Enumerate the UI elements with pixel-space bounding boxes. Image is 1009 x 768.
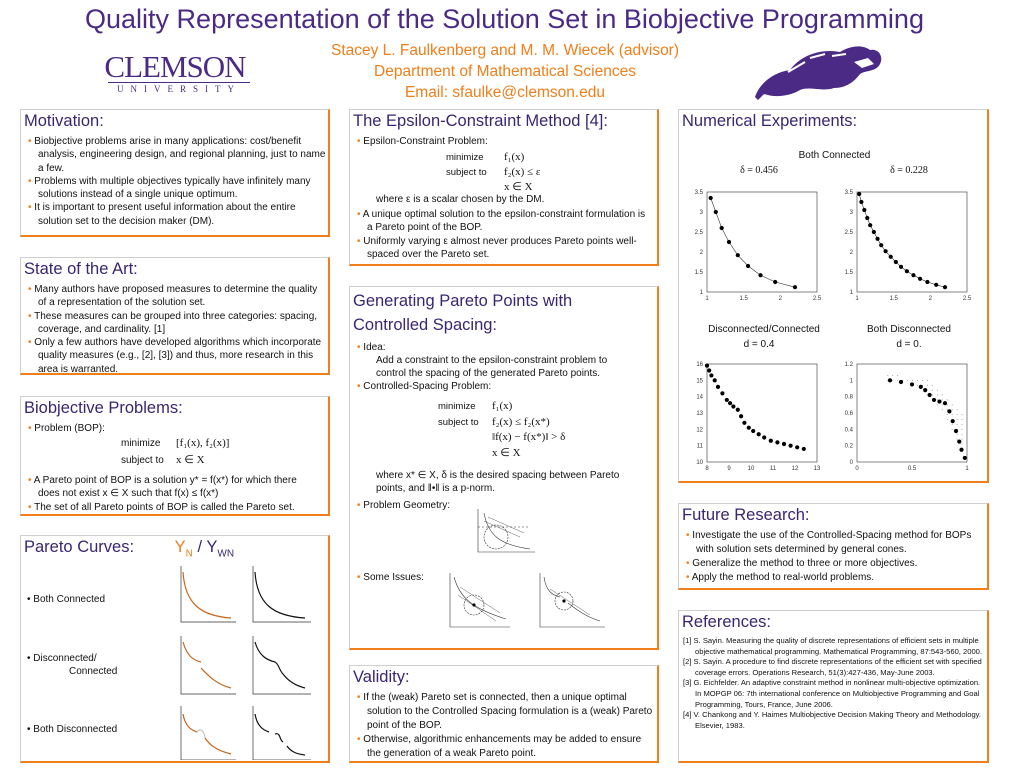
d-label: d = 0. bbox=[896, 339, 922, 350]
data-point bbox=[742, 421, 746, 425]
list-item: • Problem Geometry: bbox=[357, 500, 450, 511]
data-point bbox=[875, 237, 879, 241]
region-dot bbox=[892, 380, 893, 381]
pareto-curve-sketches bbox=[171, 564, 326, 760]
list-item: • Investigate the use of the Controlled-Spacing method for BOPs with solution sets determined by general cones. bbox=[686, 530, 972, 555]
x-tick-label: 2 bbox=[778, 296, 783, 302]
data-point bbox=[872, 230, 876, 234]
region-dot bbox=[947, 404, 948, 405]
future-heading: Future Research: bbox=[682, 506, 810, 524]
data-point bbox=[963, 456, 967, 460]
data-point bbox=[951, 419, 955, 423]
x-tick-label: 2.5 bbox=[962, 296, 972, 302]
data-point bbox=[919, 385, 923, 389]
experiments-panel bbox=[678, 109, 989, 483]
data-point bbox=[731, 404, 735, 408]
bop-heading: Biobjective Problems: bbox=[24, 399, 183, 417]
region-dot bbox=[952, 414, 953, 415]
data-point bbox=[932, 398, 936, 402]
delta-label: δ = 0.456 bbox=[740, 165, 778, 176]
data-point bbox=[739, 414, 743, 418]
region-dot bbox=[927, 385, 928, 386]
data-point bbox=[782, 442, 786, 446]
x-tick-label: 0.5 bbox=[907, 466, 917, 472]
y-tick-label: 0.6 bbox=[844, 411, 853, 417]
region-dot bbox=[942, 399, 943, 400]
data-point bbox=[947, 409, 951, 413]
data-point bbox=[751, 429, 755, 433]
epsilon-heading: The Epsilon-Constraint Method [4]: bbox=[353, 112, 608, 130]
data-point bbox=[725, 398, 729, 402]
curve-label: • Disconnected/ Connected bbox=[27, 653, 118, 677]
x-tick-label: 12 bbox=[791, 466, 799, 472]
epsilon-where: where ε is a scalar chosen by the DM. bbox=[376, 194, 545, 205]
data-point bbox=[923, 388, 927, 392]
yn-label: $Y_N$ bbox=[174, 538, 193, 560]
list-item: • A Pareto point of BOP is a solution y* = f(x*) for which there does not exist x ∈ X such that f(x) ≤ f(x*) bbox=[28, 475, 297, 500]
y-tick-label: 1 bbox=[849, 378, 853, 385]
y-tick-label: 3.5 bbox=[844, 190, 853, 196]
region-dot bbox=[937, 390, 938, 391]
x-tick-label: 1.5 bbox=[889, 296, 898, 302]
region-dot bbox=[917, 380, 918, 381]
experiments-charts bbox=[679, 110, 990, 484]
list-item: • These measures can be grouped into three categories: spacing, coverage, and cardinality. [1] bbox=[28, 310, 318, 335]
region-dot bbox=[932, 385, 933, 386]
list-item: • Controlled-Spacing Problem: bbox=[357, 381, 492, 393]
region-dot bbox=[942, 395, 943, 396]
data-point bbox=[937, 399, 941, 403]
data-point bbox=[709, 196, 713, 200]
department: Department of Mathematical Sciences bbox=[374, 63, 636, 80]
y-tick-label: 2 bbox=[849, 250, 853, 256]
controlled-spacing-panel bbox=[349, 286, 659, 650]
motivation-list bbox=[21, 135, 328, 228]
data-point bbox=[714, 210, 718, 214]
pareto-heading: Pareto Curves: $Y_N / Y_{WN}$ bbox=[24, 538, 235, 560]
region-dot bbox=[962, 429, 963, 430]
region-dot bbox=[952, 424, 953, 425]
list-item: • Otherwise, algorithmic enhancements may be added to ensure the generation of a weak Pareto point. bbox=[357, 734, 642, 759]
region-dot bbox=[937, 399, 938, 400]
region-dot bbox=[957, 439, 958, 440]
data-point bbox=[795, 445, 799, 449]
d-label: d = 0.4 bbox=[743, 339, 775, 350]
region-dot bbox=[962, 424, 963, 425]
y-tick-label: 1.5 bbox=[694, 270, 703, 276]
y-tick-label: 12 bbox=[696, 427, 703, 434]
data-point bbox=[707, 368, 711, 372]
clemson-logo bbox=[100, 49, 250, 94]
data-point bbox=[954, 429, 958, 433]
region-dot bbox=[947, 414, 948, 415]
region-dot bbox=[952, 429, 953, 430]
y-tick-label: 1 bbox=[849, 290, 853, 296]
region-dot bbox=[947, 409, 948, 410]
data-point bbox=[865, 216, 869, 220]
list-item: • Many authors have proposed measures to determine the quality of a representation of the solution set. bbox=[28, 284, 318, 309]
x-tick-label: 2.5 bbox=[812, 296, 822, 302]
data-point bbox=[720, 391, 724, 395]
region-dot bbox=[957, 424, 958, 425]
data-point bbox=[925, 280, 929, 284]
region-dot bbox=[887, 375, 888, 376]
y-tick-label: 10 bbox=[696, 460, 703, 466]
biobjective-panel bbox=[20, 396, 330, 516]
data-point bbox=[884, 249, 888, 253]
region-dot bbox=[927, 380, 928, 381]
region-dot bbox=[892, 375, 893, 376]
list-item: • Uniformly varying ε almost never produces Pareto points well-spaced over the Pareto set. bbox=[357, 235, 637, 260]
data-point bbox=[747, 426, 751, 430]
region-dot bbox=[957, 409, 958, 410]
x-tick-label: 1 bbox=[705, 296, 709, 302]
data-point bbox=[868, 223, 872, 227]
x-tick-label: 1 bbox=[965, 466, 969, 472]
y-tick-label: 0.8 bbox=[844, 394, 853, 401]
validity-heading: Validity: bbox=[353, 668, 410, 686]
list-item: • Epsilon-Constraint Problem: bbox=[357, 136, 488, 147]
data-point bbox=[943, 285, 947, 289]
future-panel bbox=[678, 503, 989, 590]
data-point bbox=[773, 280, 777, 284]
data-point bbox=[879, 243, 883, 247]
data-point bbox=[716, 385, 720, 389]
region-dot bbox=[962, 444, 963, 445]
series-line bbox=[711, 198, 795, 287]
data-point bbox=[762, 435, 766, 439]
reference-item: [1] S. Sayin. Measuring the quality of discrete representations of efficient sets in multiple objective mathematical programming. Mathematical Programming, 87:543-560, 2000. bbox=[683, 636, 983, 656]
list-item: • If the (weak) Pareto set is connected, then a unique optimal solution to the Controlled Spacing formulation is a (weak) Pareto point of the BOP. bbox=[357, 692, 653, 731]
issues-sketch bbox=[430, 569, 630, 635]
data-point bbox=[713, 378, 717, 382]
region-dot bbox=[922, 380, 923, 381]
y-tick-label: 2 bbox=[699, 250, 703, 256]
region-dot bbox=[942, 409, 943, 410]
data-point bbox=[911, 273, 915, 277]
x-tick-label: 13 bbox=[813, 466, 821, 472]
validity-panel bbox=[349, 665, 659, 763]
delta-label: δ = 0.228 bbox=[890, 165, 928, 176]
x-tick-label: 0 bbox=[855, 466, 859, 472]
region-dot bbox=[937, 404, 938, 405]
controlled-where: where x* ∈ X, δ is the desired spacing between Pareto points, and ‖•‖ is a p-norm. bbox=[376, 470, 620, 494]
references-list bbox=[679, 636, 987, 731]
data-point bbox=[802, 447, 806, 451]
motivation-panel bbox=[20, 109, 330, 237]
y-tick-label: 1 bbox=[699, 290, 703, 296]
top-chart-label: Both Connected bbox=[798, 150, 871, 161]
plot-frame bbox=[707, 192, 817, 292]
y-tick-label: 3 bbox=[849, 210, 853, 216]
region-dot bbox=[947, 419, 948, 420]
references-panel bbox=[678, 610, 989, 763]
data-point bbox=[757, 432, 761, 436]
data-point bbox=[727, 240, 731, 244]
authors: Stacey L. Faulkenberg and M. M. Wiecek (advisor) bbox=[330, 42, 680, 59]
poster-title: Quality Representation of the Solution Set in Biobjective Programming bbox=[85, 4, 924, 34]
list-item: • Biobjective problems arise in many applications: cost/benefit analysis, engineering design, and regional planning, just to name a few. bbox=[28, 136, 326, 174]
region-dot bbox=[907, 380, 908, 381]
logo-sub: UNIVERSITY bbox=[108, 82, 250, 94]
data-point bbox=[943, 401, 947, 405]
controlled-formulation: minimize f₁(x) subject to f₂(x) ≤ f₂(x*) ‖f(x) − f(x*)‖ > δ x ∈ X bbox=[438, 400, 566, 459]
data-point bbox=[789, 444, 793, 448]
state-heading: State of the Art: bbox=[24, 260, 138, 278]
state-list bbox=[21, 283, 328, 376]
tiger-mascot-icon bbox=[750, 42, 885, 102]
plot-frame bbox=[707, 364, 817, 462]
state-of-art-panel bbox=[20, 257, 330, 375]
reference-item: [2] S. Sayin. A procedure to find discrete representations of the efficient set with specified coverage errors. Operations Research, 51(3):427-436, May-June 2003. bbox=[683, 657, 982, 677]
region-dot bbox=[962, 439, 963, 440]
y-tick-label: 2.5 bbox=[694, 230, 703, 236]
email: Email: sfaulke@clemson.edu bbox=[404, 84, 606, 101]
region-dot bbox=[897, 375, 898, 376]
data-point bbox=[736, 408, 740, 412]
region-dot bbox=[952, 404, 953, 405]
data-point bbox=[769, 439, 773, 443]
data-point bbox=[957, 439, 961, 443]
region-dot bbox=[947, 399, 948, 400]
region-dot bbox=[942, 404, 943, 405]
y-tick-label: 3.5 bbox=[694, 190, 703, 196]
mid-chart-label: Disconnected/Connected bbox=[708, 324, 820, 335]
data-point bbox=[910, 382, 914, 386]
list-item: • It is important to present useful information about the entire solution set to the decision maker (DM). bbox=[28, 202, 296, 227]
list-item: • A unique optimal solution to the epsilon-constraint formulation is a Pareto point of the BOP. bbox=[357, 209, 646, 234]
data-point bbox=[758, 273, 762, 277]
data-point bbox=[899, 380, 903, 384]
data-point bbox=[928, 393, 932, 397]
curve-label: • Both Connected bbox=[27, 594, 105, 605]
reference-item: [3] G. Eichfelder. An adaptive constraint method in nonlinear multi-objective optimization. In MOPGP 06: 7th international conference on Multiobjective Programming and Goal Programming, Tours, France, June 2006. bbox=[683, 678, 981, 709]
region-dot bbox=[962, 419, 963, 420]
y-tick-label: 0.4 bbox=[844, 427, 853, 434]
y-tick-label: 1.5 bbox=[844, 270, 853, 276]
region-dot bbox=[957, 414, 958, 415]
region-dot bbox=[897, 380, 898, 381]
region-dot bbox=[917, 385, 918, 386]
pareto-curves-panel bbox=[20, 535, 330, 763]
y-tick-label: 0.2 bbox=[844, 443, 853, 450]
list-item: • Problems with multiple objectives typically have infinitely many solutions instead of a single unique optimum. bbox=[28, 175, 311, 201]
x-tick-label: 1 bbox=[855, 296, 859, 302]
y-tick-label: 14 bbox=[696, 394, 703, 401]
logo-word: CLEMSON bbox=[104, 49, 246, 84]
y-tick-label: 1.2 bbox=[844, 362, 853, 368]
region-dot bbox=[957, 419, 958, 420]
y-tick-label: 13 bbox=[696, 411, 703, 417]
y-tick-label: 0 bbox=[849, 460, 853, 466]
x-tick-label: 1.5 bbox=[739, 296, 748, 302]
data-point bbox=[862, 208, 866, 212]
list-item: • The set of all Pareto points of BOP is called the Pareto set. bbox=[28, 501, 295, 513]
data-point bbox=[905, 269, 909, 273]
author-block bbox=[250, 40, 760, 103]
data-point bbox=[959, 448, 963, 452]
motivation-heading: Motivation: bbox=[24, 112, 104, 130]
experiments-heading: Numerical Experiments: bbox=[682, 112, 858, 130]
x-tick-label: 9 bbox=[727, 466, 731, 472]
idea-text: Add a constraint to the epsilon-constraint problem to control the spacing of the generated Pareto points. bbox=[376, 355, 608, 380]
data-point bbox=[934, 283, 938, 287]
references-heading: References: bbox=[682, 613, 771, 631]
reference-item: [4] V. Chankong and Y. Haimes Multiobjective Decision Making Theory and Methodology. Elsevier, 1983. bbox=[683, 710, 982, 730]
x-tick-label: 2 bbox=[928, 296, 933, 302]
data-point bbox=[736, 253, 740, 257]
series-line bbox=[859, 194, 945, 287]
controlled-heading: Generating Pareto Points with Controlled Spacing: bbox=[353, 292, 573, 334]
data-point bbox=[859, 200, 863, 204]
plot-frame bbox=[857, 192, 967, 292]
list-item: • Idea: bbox=[357, 342, 386, 353]
region-dot bbox=[932, 390, 933, 391]
y-tick-label: 2.5 bbox=[844, 230, 853, 236]
x-tick-label: 10 bbox=[747, 466, 755, 472]
data-point bbox=[894, 260, 898, 264]
region-dot bbox=[937, 395, 938, 396]
data-point bbox=[709, 373, 713, 377]
curve-label: • Both Disconnected bbox=[27, 724, 118, 735]
y-tick-label: 11 bbox=[696, 443, 703, 450]
data-point bbox=[705, 364, 709, 368]
y-tick-label: 16 bbox=[696, 362, 703, 368]
y-tick-label: 3 bbox=[699, 210, 703, 216]
data-point bbox=[889, 255, 893, 259]
data-point bbox=[857, 192, 861, 196]
region-dot bbox=[912, 380, 913, 381]
data-point bbox=[793, 285, 797, 289]
region-dot bbox=[962, 434, 963, 435]
list-item: • Apply the method to real-world problems. bbox=[686, 572, 875, 583]
epsilon-panel bbox=[349, 109, 659, 266]
data-point bbox=[746, 264, 750, 268]
list-item: • Only a few authors have developed algorithms which incorporate quality measures (e.g., [2], [3]) and thus, more research in this area is warranted. bbox=[28, 337, 322, 375]
epsilon-formulation: minimize f₁(x) subject to f₂(x) ≤ ε x ∈ X bbox=[446, 151, 541, 193]
data-point bbox=[918, 277, 922, 281]
geometry-sketch bbox=[470, 507, 540, 557]
data-point bbox=[899, 265, 903, 269]
data-point bbox=[775, 440, 779, 444]
mid-chart-label: Both Disconnected bbox=[867, 324, 951, 335]
region-dot bbox=[932, 395, 933, 396]
bop-formulation: minimize [f₁(x), f₂(x)] subject to x ∈ X bbox=[121, 437, 230, 466]
list-item: • Generalize the method to three or more objectives. bbox=[686, 558, 918, 569]
list-item: • Problem (BOP): bbox=[28, 423, 105, 434]
region-dot bbox=[957, 434, 958, 435]
data-point bbox=[720, 226, 724, 230]
y-tick-label: 15 bbox=[696, 378, 703, 385]
x-tick-label: 8 bbox=[705, 466, 709, 472]
data-point bbox=[728, 401, 732, 405]
data-point bbox=[888, 378, 892, 382]
region-dot bbox=[962, 414, 963, 415]
x-tick-label: 11 bbox=[769, 466, 777, 472]
list-item: • Some Issues: bbox=[357, 572, 424, 583]
region-dot bbox=[952, 409, 953, 410]
